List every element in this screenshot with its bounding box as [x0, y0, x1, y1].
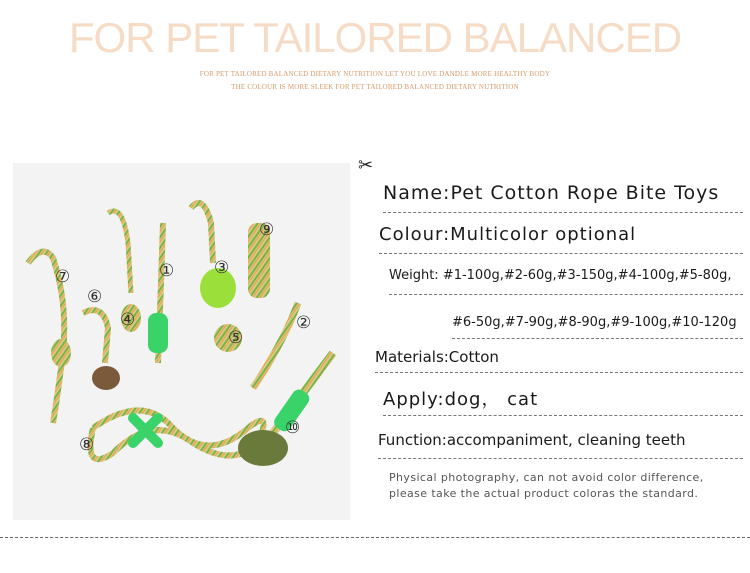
divider: [452, 338, 743, 339]
divider: [378, 458, 743, 459]
toy-10-tassel: [238, 430, 288, 466]
label-4: ④: [120, 310, 136, 330]
label-3: ③: [214, 258, 230, 278]
label-10: ⑩: [285, 418, 301, 438]
scissors-icon: ✂: [358, 155, 374, 176]
spec-name: Name:Pet Cotton Rope Bite Toys: [383, 182, 720, 204]
spec-apply: Apply:dog， cat: [383, 389, 539, 410]
banner-subtitle-line1: FOR PET TAILORED BALANCED DIETARY NUTRITION LET YOU LOVE DANDLE MORE HEALTHY BODY: [199, 70, 551, 78]
spec-materials: Materials:Cotton: [375, 348, 499, 366]
toy-1-bead: [148, 313, 168, 353]
divider: [383, 415, 743, 416]
product-photo: [13, 163, 350, 520]
toy-6-rope: [83, 310, 108, 363]
divider: [375, 372, 743, 373]
banner-title: FOR PET TAILORED BALANCED: [68, 14, 682, 61]
divider: [383, 212, 743, 213]
bottom-divider: [0, 537, 750, 538]
disclaimer-line2: please take the actual product coloras the standard.: [389, 487, 699, 500]
toy-2-rope: [253, 303, 298, 388]
divider: [379, 253, 743, 254]
spec-colour: Colour:Multicolor optional: [379, 224, 637, 245]
label-6: ⑥: [87, 287, 103, 307]
banner-subtitle-line2: THE COLOUR IS MORE SLEEK FOR PET TAILORED BALANCED DIETARY NUTRITION: [231, 83, 519, 91]
disclaimer-line1: Physical photography, can not avoid color difference,: [389, 471, 704, 484]
spec-function: Function:accompaniment, cleaning teeth: [378, 431, 686, 449]
label-7: ⑦: [55, 267, 71, 287]
label-9: ⑨: [259, 220, 275, 240]
toy-8-rope: [91, 411, 264, 460]
spec-weight-line2: #6-50g,#7-90g,#8-90g,#9-100g,#10-120g: [452, 315, 737, 330]
toy-4-rope: [108, 211, 131, 293]
toy-3-rope: [191, 203, 213, 263]
label-2: ②: [296, 313, 312, 333]
spec-weight-line1: Weight: #1-100g,#2-60g,#3-150g,#4-100g,#5-80g,: [389, 268, 732, 283]
label-1: ①: [159, 261, 175, 281]
divider: [389, 294, 743, 295]
toy-6-tassel: [92, 366, 120, 390]
label-8: ⑧: [79, 435, 95, 455]
toy-7-knot: [51, 339, 71, 367]
rope-toys-illustration: [13, 163, 350, 520]
label-5: ⑤: [228, 328, 244, 348]
